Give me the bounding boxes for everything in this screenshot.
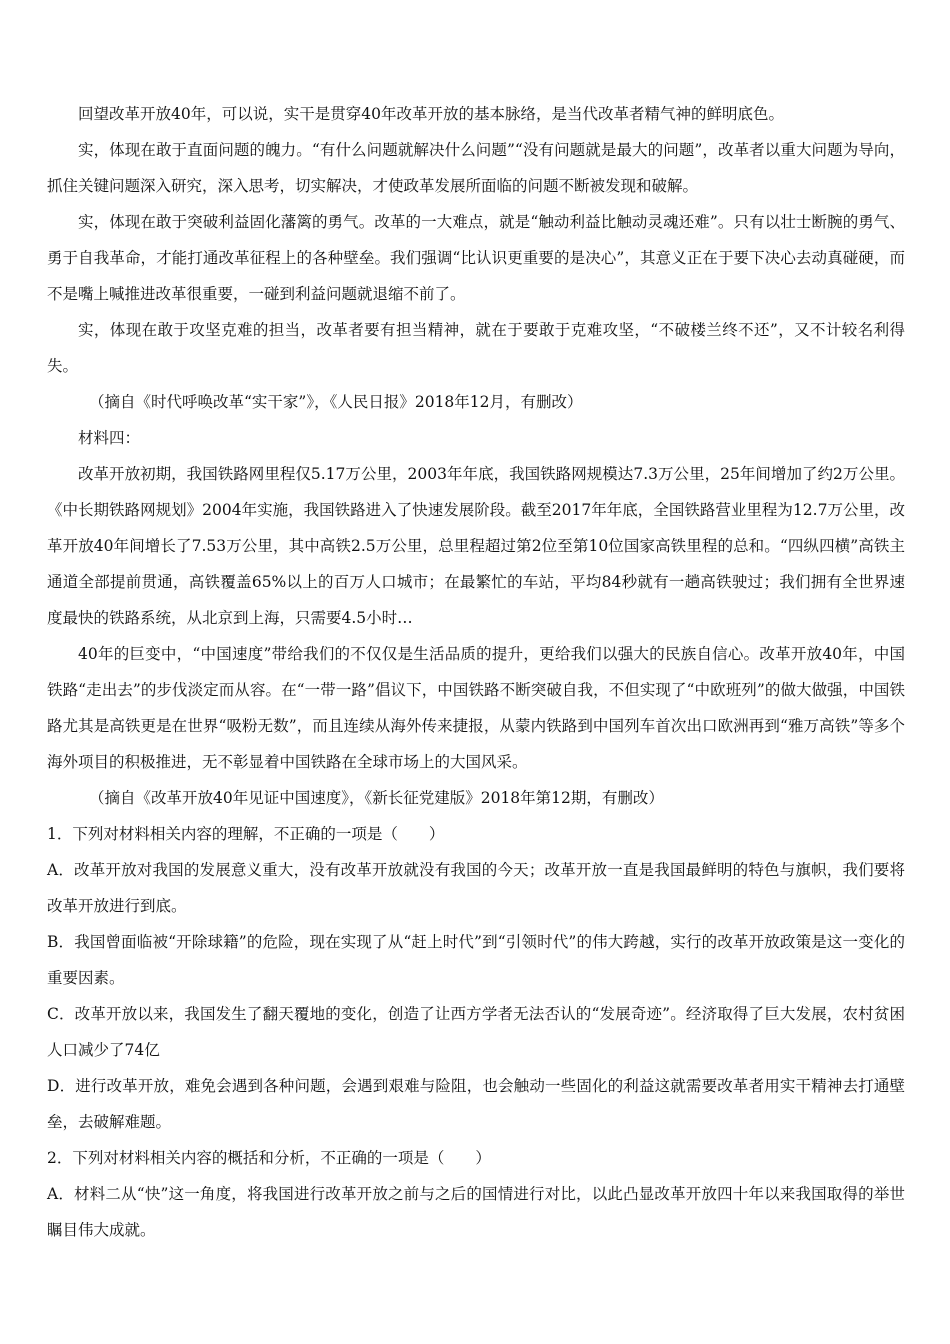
question-2-option-a: A．材料二从“快”这一角度，将我国进行改革开放之前与之后的国情进行对比，以此凸显改革开放四十年以来我国取得的举世瞩目伟大成就。 bbox=[47, 1185, 905, 1239]
question-1-stem: 1．下列对材料相关内容的理解，不正确的一项是（ ） bbox=[47, 825, 445, 843]
passage-paragraph-3: 实，体现在敢于突破利益固化藩篱的勇气。改革的一大难点，就是“触动利益比触动灵魂还难”。只有以壮士断腕的勇气、勇于自我革命，才能打通改革征程上的各种壁垒。我们强调“比认识更重要的是决心”，其意义正在于要下决心去动真碰硬，而不是嘴上喊推进改革很重要，一碰到利益问题就退缩不前了。 bbox=[47, 213, 905, 303]
source-citation-3: （摘自《时代呼唤改革“实干家”》，《人民日报》2018年12月，有删改） bbox=[89, 393, 583, 411]
source-citation-4: （摘自《改革开放40年见证中国速度》，《新长征党建版》2018年第12期，有删改） bbox=[89, 789, 664, 807]
material-4-heading: 材料四： bbox=[78, 429, 141, 447]
passage-paragraph-2: 实，体现在敢于直面问题的魄力。“有什么问题就解决什么问题”“没有问题就是最大的问题”，改革者以重大问题为导向，抓住关键问题深入研究，深入思考，切实解决，才使政革发展所面临的问题不断被发现和破解。 bbox=[47, 141, 905, 195]
document-body bbox=[47, 96, 905, 1248]
question-1-option-b: B．我国曾面临被“开除球籍”的危险，现在实现了从“赶上时代”到“引领时代”的伟大跨越，实行的改革开放政策是这一变化的重要因素。 bbox=[47, 933, 905, 987]
question-1-option-c: C．改革开放以来，我国发生了翻天覆地的变化，创造了让西方学者无法否认的“发展奇迹”。经济取得了巨大发展，农村贫困人口减少了74亿 bbox=[47, 1005, 905, 1059]
passage-paragraph-4: 实，体现在敢于攻坚克难的担当，改革者要有担当精神，就在于要敢于克难攻坚，“不破楼兰终不还”，又不计较名利得失。 bbox=[47, 321, 905, 375]
question-1-option-d: D．进行改革开放，难免会遇到各种问题，会遇到艰难与险阻，也会触动一些固化的利益这就需要改革者用实干精神去打通壁垒，去破解难题。 bbox=[47, 1077, 905, 1131]
material-4-paragraph-2: 40年的巨变中，“中国速度”带给我们的不仅仅是生活品质的提升，更给我们以强大的民族自信心。改革开放40年，中国铁路“走出去”的步伐淡定而从容。在“一带一路”倡议下，中国铁路不断突破自我，不但实现了“中欧班列”的做大做强，中国铁路尤其是高铁更是在世界“吸粉无数”，而且连续从海外传来捷报，从蒙内铁路到中国列车首次出口欧洲再到“雅万高铁”等多个海外项目的积极推进，无不彰显着中国铁路在全球市场上的大国风采。 bbox=[47, 645, 905, 771]
passage-paragraph-1: 回望改革开放40年，可以说，实干是贯穿40年改革开放的基本脉络，是当代改革者精气神的鲜明底色。 bbox=[78, 105, 784, 123]
question-2-stem: 2．下列对材料相关内容的概括和分析，不正确的一项是（ ） bbox=[47, 1149, 491, 1167]
question-1-option-a: A．改革开放对我国的发展意义重大，没有改革开放就没有我国的今天；改革开放一直是我国最鲜明的特色与旗帜，我们要将改革开放进行到底。 bbox=[47, 861, 905, 915]
material-4-paragraph-1: 改革开放初期，我国铁路网里程仅5.17万公里，2003年年底，我国铁路网规模达7.3万公里，25年间增加了约2万公里。《中长期铁路网规划》2004年实施，我国铁路进入了快速发展阶段。截至2017年年底，全国铁路营业里程为12.7万公里，改革开放40年间增长了7.53万公里，其中高铁2.5万公里，总里程超过第2位至第10位国家高铁里程的总和。“四纵四横”高铁主通道全部提前贯通，高铁覆盖65%以上的百万人口城市；在最繁忙的车站，平均84秒就有一趟高铁驶过；我们拥有全世界速度最快的铁路系统，从北京到上海，只需要4.5小时… bbox=[47, 465, 905, 627]
